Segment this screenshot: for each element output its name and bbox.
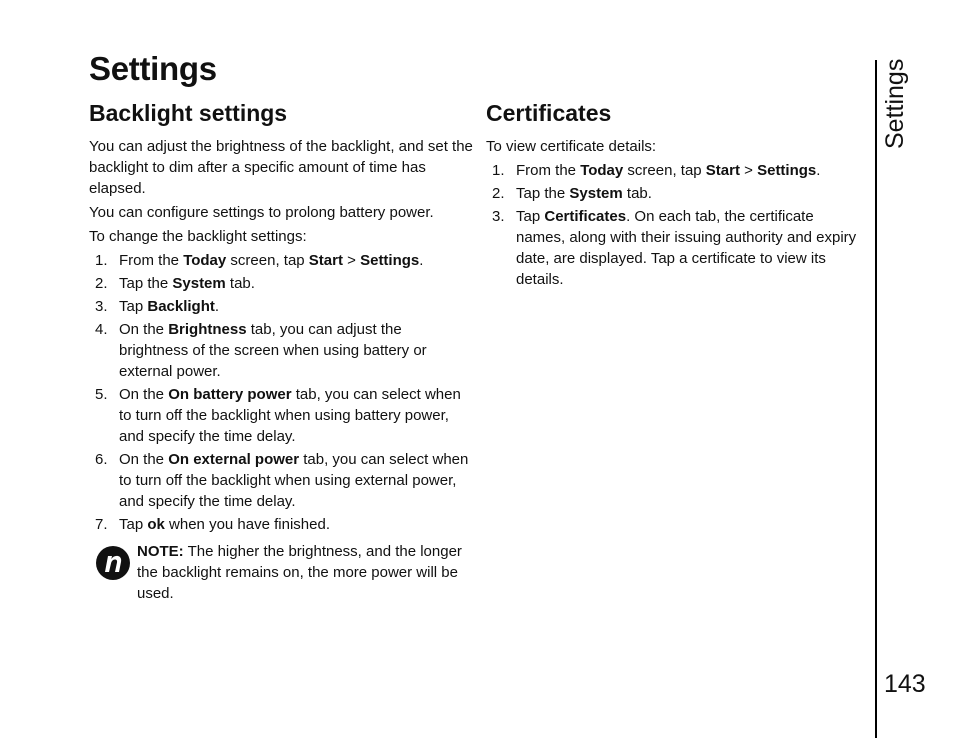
step-number: 1.: [95, 252, 108, 269]
step-text: Tap the: [119, 275, 173, 292]
backlight-section: [89, 98, 473, 604]
step-emphasis: Settings: [360, 252, 420, 269]
step-emphasis: Today: [580, 162, 624, 179]
backlight-prolong: You can configure settings to prolong battery power.: [89, 204, 434, 221]
list-item: [89, 449, 473, 512]
step-emphasis: ok: [147, 516, 165, 533]
certificates-heading: Certificates: [486, 100, 612, 126]
note-label: NOTE:: [137, 543, 184, 560]
note-n-icon: [95, 545, 131, 581]
list-item: [89, 296, 473, 317]
step-emphasis: Today: [183, 252, 227, 269]
step-number: 3.: [95, 298, 108, 315]
backlight-lead: To change the backlight settings:: [89, 228, 307, 245]
step-emphasis: On external power: [168, 451, 300, 468]
step-emphasis: On battery power: [168, 386, 292, 403]
step-text: >: [739, 162, 758, 179]
step-emphasis: Backlight: [147, 298, 215, 315]
list-item: [89, 250, 473, 271]
list-item: [89, 319, 473, 382]
step-text: tab, you can select when to turn off the backlight when using battery power, and specify the time delay.: [119, 386, 461, 445]
step-text: .: [419, 252, 424, 269]
side-divider: [875, 60, 877, 738]
step-text: On the: [119, 386, 169, 403]
step-text: screen, tap: [623, 162, 706, 179]
step-text: >: [342, 252, 361, 269]
note-box: [89, 541, 473, 604]
step-text: tab, you can select when to turn off the backlight when using external power, and specify the time delay.: [119, 451, 469, 510]
side-tab-label: Settings: [881, 58, 909, 149]
step-number: 2.: [95, 275, 108, 292]
step-text: On the: [119, 321, 169, 338]
step-emphasis: Start: [705, 162, 740, 179]
step-text: . On each tab, the certificate names, along with their issuing authority and expiry date, are displayed. Tap a certificate to view its details.: [516, 208, 857, 288]
step-number: 1.: [492, 162, 505, 179]
step-number: 3.: [492, 208, 505, 225]
page-number: 143: [884, 670, 926, 698]
step-emphasis: System: [172, 275, 226, 292]
step-emphasis: Settings: [757, 162, 817, 179]
step-number: 4.: [95, 321, 108, 338]
step-text: .: [214, 298, 220, 315]
certificates-section: [486, 98, 858, 292]
list-item: [89, 514, 473, 535]
step-text: Tap: [119, 298, 148, 315]
step-text: On the: [119, 451, 169, 468]
list-item: [486, 206, 858, 290]
step-text: tab.: [225, 275, 255, 292]
step-emphasis: System: [569, 185, 623, 202]
step-text: screen, tap: [226, 252, 309, 269]
list-item: [89, 384, 473, 447]
backlight-intro: You can adjust the brightness of the backlight, and set the backlight to dim after a specific amount of time has elapsed.: [89, 138, 473, 197]
step-text: From the: [516, 162, 581, 179]
note-body: The higher the brightness, and the longer the backlight remains on, the more power will be used.: [137, 543, 462, 602]
list-item: [486, 160, 858, 181]
certificates-steps: [486, 160, 858, 290]
step-number: 6.: [95, 451, 108, 468]
step-text: when you have finished.: [164, 516, 330, 533]
step-text: .: [816, 162, 821, 179]
note-text: [137, 541, 473, 604]
step-text: tab, you can adjust the brightness of the screen when using battery or external power.: [119, 321, 427, 380]
backlight-heading: Backlight settings: [89, 100, 288, 126]
step-text: Tap: [119, 516, 148, 533]
step-text: tab.: [622, 185, 652, 202]
step-emphasis: Brightness: [168, 321, 247, 338]
step-emphasis: Start: [308, 252, 343, 269]
step-number: 5.: [95, 386, 108, 403]
step-text: Tap the: [516, 185, 570, 202]
list-item: [89, 273, 473, 294]
step-number: 7.: [95, 516, 108, 533]
backlight-steps: [89, 250, 473, 535]
page-title: Settings: [89, 50, 217, 87]
certificates-lead: To view certificate details:: [486, 138, 657, 155]
step-emphasis: Certificates: [544, 208, 627, 225]
list-item: [486, 183, 858, 204]
step-text: From the: [119, 252, 184, 269]
step-text: Tap: [516, 208, 545, 225]
step-number: 2.: [492, 185, 505, 202]
